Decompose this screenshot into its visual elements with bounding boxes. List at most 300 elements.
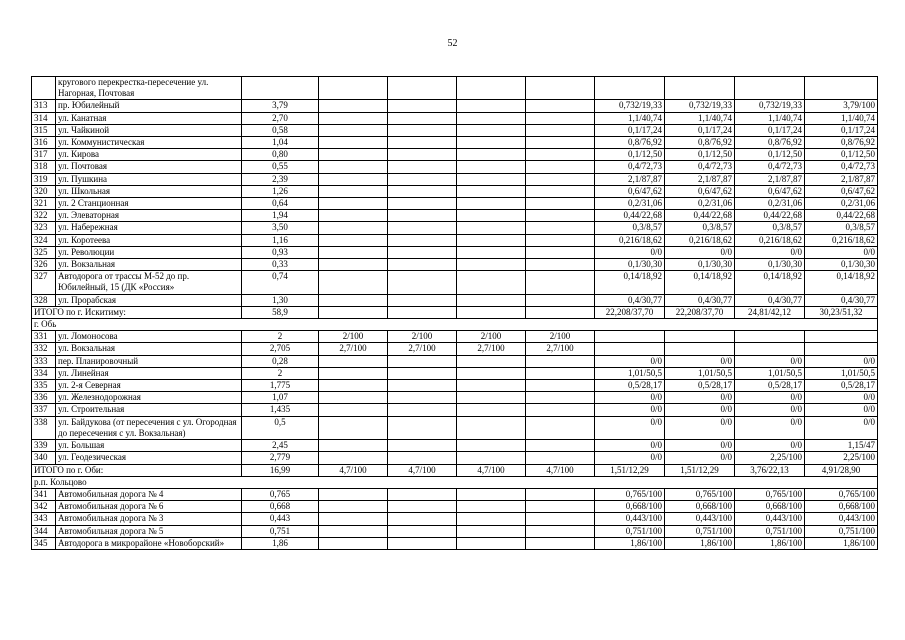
road-name-cell: ул. Железнодорожная <box>56 392 242 404</box>
value-cell <box>526 525 595 537</box>
value-cell: 0,443/100 <box>805 513 878 525</box>
value-cell <box>526 306 595 318</box>
value-cell: 0,1/30,30 <box>805 259 878 271</box>
row-number-cell: 334 <box>32 367 56 379</box>
length-cell: 0,80 <box>242 149 319 161</box>
value-cell <box>457 100 526 112</box>
section-label: г. Обь <box>32 319 878 331</box>
value-cell <box>457 149 526 161</box>
value-cell: 1,01/50,5 <box>595 367 665 379</box>
table-body <box>32 77 878 550</box>
row-number-cell: 315 <box>32 124 56 136</box>
value-cell <box>319 185 388 197</box>
value-cell: 4,7/100 <box>526 464 595 476</box>
value-cell: 0,443/100 <box>595 513 665 525</box>
value-cell: 1,86/100 <box>665 537 735 549</box>
road-name-cell: ул. Кирова <box>56 149 242 161</box>
value-cell <box>526 440 595 452</box>
table-row <box>32 259 878 271</box>
table-row <box>32 294 878 306</box>
value-cell: 0,1/12,50 <box>595 149 665 161</box>
length-cell: 1,07 <box>242 392 319 404</box>
value-cell: 1,15/47 <box>805 440 878 452</box>
length-cell: 0,55 <box>242 161 319 173</box>
value-cell: 0/0 <box>665 392 735 404</box>
length-cell: 1,435 <box>242 404 319 416</box>
value-cell: 2/100 <box>526 331 595 343</box>
length-cell: 0,28 <box>242 355 319 367</box>
value-cell: 0/0 <box>735 404 805 416</box>
value-cell: 0,765/100 <box>665 488 735 500</box>
value-cell: 0,443/100 <box>665 513 735 525</box>
road-name-cell: ул. Вокзальная <box>56 259 242 271</box>
value-cell <box>457 367 526 379</box>
length-cell: 0,751 <box>242 525 319 537</box>
value-cell: 0/0 <box>595 416 665 439</box>
value-cell <box>805 77 878 100</box>
value-cell <box>388 124 457 136</box>
value-cell: 0,4/72,73 <box>665 161 735 173</box>
value-cell <box>388 501 457 513</box>
road-name-cell: ул. Элеваторная <box>56 210 242 222</box>
value-cell <box>526 173 595 185</box>
value-cell: 4,7/100 <box>457 464 526 476</box>
value-cell <box>388 416 457 439</box>
value-cell <box>388 137 457 149</box>
row-number-cell: 325 <box>32 246 56 258</box>
length-cell: 58,9 <box>242 306 319 318</box>
value-cell <box>319 488 388 500</box>
value-cell: 0,6/47,62 <box>595 185 665 197</box>
value-cell <box>388 234 457 246</box>
table-row <box>32 100 878 112</box>
total-label: ИТОГО по г. Оби: <box>32 464 242 476</box>
value-cell: 0,3/8,57 <box>595 222 665 234</box>
length-cell <box>242 77 319 100</box>
value-cell: 0,668/100 <box>665 501 735 513</box>
value-cell: 1,86/100 <box>805 537 878 549</box>
row-number-cell: 318 <box>32 161 56 173</box>
road-name-cell: ул. Прорабская <box>56 294 242 306</box>
table-row <box>32 173 878 185</box>
value-cell <box>388 392 457 404</box>
road-name-cell: Автодорога от трассы М-52 до пр. Юбилейный, 15 (ДК «Россия» <box>56 271 242 294</box>
value-cell <box>319 222 388 234</box>
value-cell: 2,1/87,87 <box>805 173 878 185</box>
value-cell <box>526 416 595 439</box>
value-cell <box>457 77 526 100</box>
row-number-cell <box>32 77 56 100</box>
value-cell <box>457 124 526 136</box>
value-cell: 1,1/40,74 <box>595 112 665 124</box>
value-cell: 0,4/30,77 <box>805 294 878 306</box>
value-cell <box>319 452 388 464</box>
road-name-cell: ул. Школьная <box>56 185 242 197</box>
section-row <box>32 319 878 331</box>
value-cell: 0/0 <box>805 246 878 258</box>
value-cell: 0,732/19,33 <box>595 100 665 112</box>
value-cell <box>665 331 735 343</box>
length-cell: 1,94 <box>242 210 319 222</box>
value-cell <box>457 294 526 306</box>
length-cell: 1,26 <box>242 185 319 197</box>
road-name-cell: ул. Большая <box>56 440 242 452</box>
value-cell: 2,1/87,87 <box>665 173 735 185</box>
value-cell <box>805 331 878 343</box>
value-cell: 0,732/19,33 <box>665 100 735 112</box>
value-cell <box>457 210 526 222</box>
value-cell <box>457 355 526 367</box>
table-row <box>32 149 878 161</box>
length-cell: 2,779 <box>242 452 319 464</box>
value-cell: 0,751/100 <box>595 525 665 537</box>
value-cell <box>526 355 595 367</box>
value-cell <box>457 488 526 500</box>
value-cell <box>457 161 526 173</box>
value-cell <box>319 161 388 173</box>
section-row <box>32 476 878 488</box>
value-cell: 1,01/50,5 <box>805 367 878 379</box>
value-cell: 1,1/40,74 <box>735 112 805 124</box>
value-cell: 4,7/100 <box>388 464 457 476</box>
table-row <box>32 112 878 124</box>
value-cell: 1,86/100 <box>735 537 805 549</box>
page-number: 52 <box>447 38 458 49</box>
value-cell <box>319 501 388 513</box>
value-cell: 0,216/18,62 <box>735 234 805 246</box>
value-cell <box>526 149 595 161</box>
value-cell: 0,1/12,50 <box>735 149 805 161</box>
value-cell: 0,14/18,92 <box>595 271 665 294</box>
value-cell: 3,79/100 <box>805 100 878 112</box>
table-row <box>32 234 878 246</box>
value-cell: 2,25/100 <box>735 452 805 464</box>
value-cell: 0,443/100 <box>735 513 805 525</box>
total-row <box>32 306 878 318</box>
value-cell <box>388 100 457 112</box>
value-cell: 0,44/22,68 <box>805 210 878 222</box>
value-cell: 0/0 <box>735 416 805 439</box>
value-cell: 3,76/22,13 <box>735 464 805 476</box>
road-name-cell: ул. 2 Станционная <box>56 198 242 210</box>
table-row <box>32 513 878 525</box>
road-name-cell: ул. Революции <box>56 246 242 258</box>
value-cell <box>526 246 595 258</box>
value-cell: 0/0 <box>735 392 805 404</box>
value-cell <box>526 392 595 404</box>
value-cell <box>457 185 526 197</box>
value-cell <box>526 161 595 173</box>
row-number-cell: 332 <box>32 343 56 355</box>
value-cell <box>319 355 388 367</box>
value-cell <box>319 440 388 452</box>
road-name-cell: Автомобильная дорога № 4 <box>56 488 242 500</box>
length-cell: 0,5 <box>242 416 319 439</box>
value-cell: 0,1/12,50 <box>805 149 878 161</box>
value-cell: 0,3/8,57 <box>735 222 805 234</box>
value-cell <box>388 173 457 185</box>
length-cell: 2 <box>242 331 319 343</box>
value-cell <box>319 210 388 222</box>
value-cell <box>457 452 526 464</box>
value-cell <box>319 537 388 549</box>
value-cell <box>457 513 526 525</box>
value-cell: 0,5/28,17 <box>805 380 878 392</box>
roads-table <box>31 76 878 550</box>
road-name-cell: Автомобильная дорога № 5 <box>56 525 242 537</box>
value-cell: 0,1/12,50 <box>665 149 735 161</box>
value-cell <box>388 525 457 537</box>
value-cell: 0/0 <box>665 452 735 464</box>
value-cell <box>388 488 457 500</box>
row-number-cell: 338 <box>32 416 56 439</box>
row-number-cell: 339 <box>32 440 56 452</box>
table-row <box>32 452 878 464</box>
value-cell: 0,732/19,33 <box>735 100 805 112</box>
length-cell: 0,74 <box>242 271 319 294</box>
road-name-cell: ул. 2-я Северная <box>56 380 242 392</box>
value-cell: 0,2/31,06 <box>805 198 878 210</box>
row-number-cell: 337 <box>32 404 56 416</box>
length-cell: 16,99 <box>242 464 319 476</box>
length-cell: 1,04 <box>242 137 319 149</box>
value-cell: 0,765/100 <box>805 488 878 500</box>
length-cell: 2,70 <box>242 112 319 124</box>
row-number-cell: 331 <box>32 331 56 343</box>
value-cell <box>457 404 526 416</box>
value-cell: 0/0 <box>805 404 878 416</box>
value-cell: 2,7/100 <box>526 343 595 355</box>
road-name-cell: ул. Байдукова (от пересечения с ул. Огородная до пересечения с ул. Вокзальная) <box>56 416 242 439</box>
value-cell <box>388 306 457 318</box>
value-cell <box>319 416 388 439</box>
length-cell: 3,50 <box>242 222 319 234</box>
length-cell: 1,86 <box>242 537 319 549</box>
road-name-cell: ул. Пушкина <box>56 173 242 185</box>
value-cell: 24,81/42,12 <box>735 306 805 318</box>
value-cell <box>526 234 595 246</box>
value-cell: 0,216/18,62 <box>805 234 878 246</box>
value-cell: 0/0 <box>595 440 665 452</box>
table-row <box>32 222 878 234</box>
value-cell: 4,7/100 <box>319 464 388 476</box>
value-cell <box>319 149 388 161</box>
row-number-cell: 324 <box>32 234 56 246</box>
value-cell: 0/0 <box>595 392 665 404</box>
value-cell <box>388 246 457 258</box>
value-cell <box>526 137 595 149</box>
value-cell <box>526 185 595 197</box>
value-cell <box>388 380 457 392</box>
value-cell <box>319 259 388 271</box>
value-cell <box>457 222 526 234</box>
value-cell <box>319 173 388 185</box>
value-cell: 0,1/30,30 <box>665 259 735 271</box>
table-row <box>32 343 878 355</box>
row-number-cell: 343 <box>32 513 56 525</box>
value-cell: 0,216/18,62 <box>665 234 735 246</box>
value-cell: 0/0 <box>735 440 805 452</box>
length-cell: 0,668 <box>242 501 319 513</box>
value-cell: 2/100 <box>388 331 457 343</box>
row-number-cell: 328 <box>32 294 56 306</box>
value-cell <box>388 149 457 161</box>
value-cell <box>388 513 457 525</box>
value-cell <box>526 124 595 136</box>
value-cell: 0/0 <box>805 416 878 439</box>
value-cell <box>319 294 388 306</box>
table-row <box>32 355 878 367</box>
value-cell <box>526 452 595 464</box>
value-cell: 0,14/18,92 <box>735 271 805 294</box>
value-cell <box>595 77 665 100</box>
value-cell <box>388 198 457 210</box>
road-name-cell: пр. Юбилейный <box>56 100 242 112</box>
value-cell: 0,8/76,92 <box>735 137 805 149</box>
value-cell: 0/0 <box>735 355 805 367</box>
value-cell <box>388 404 457 416</box>
row-number-cell: 322 <box>32 210 56 222</box>
value-cell: 0/0 <box>665 355 735 367</box>
value-cell: 0,668/100 <box>735 501 805 513</box>
value-cell: 2,7/100 <box>457 343 526 355</box>
table-row <box>32 367 878 379</box>
row-number-cell: 320 <box>32 185 56 197</box>
length-cell: 2,45 <box>242 440 319 452</box>
value-cell <box>319 271 388 294</box>
value-cell <box>388 112 457 124</box>
value-cell: 0/0 <box>735 246 805 258</box>
value-cell: 0,4/72,73 <box>595 161 665 173</box>
value-cell <box>388 440 457 452</box>
road-name-cell: ул. Строительная <box>56 404 242 416</box>
table-row <box>32 488 878 500</box>
value-cell: 0,4/30,77 <box>595 294 665 306</box>
value-cell: 0,1/17,24 <box>665 124 735 136</box>
value-cell: 0,44/22,68 <box>665 210 735 222</box>
value-cell: 2,7/100 <box>388 343 457 355</box>
value-cell <box>526 77 595 100</box>
value-cell: 0/0 <box>595 452 665 464</box>
value-cell <box>457 525 526 537</box>
value-cell: 0,1/17,24 <box>805 124 878 136</box>
value-cell: 2,25/100 <box>805 452 878 464</box>
value-cell <box>319 100 388 112</box>
value-cell: 0,6/47,62 <box>665 185 735 197</box>
value-cell <box>388 185 457 197</box>
value-cell <box>319 525 388 537</box>
value-cell: 2/100 <box>319 331 388 343</box>
value-cell <box>595 331 665 343</box>
value-cell <box>457 271 526 294</box>
road-name-cell: ул. Чайкиной <box>56 124 242 136</box>
row-number-cell: 342 <box>32 501 56 513</box>
row-number-cell: 333 <box>32 355 56 367</box>
length-cell: 1,30 <box>242 294 319 306</box>
value-cell: 0,3/8,57 <box>805 222 878 234</box>
value-cell: 0,4/72,73 <box>735 161 805 173</box>
table-row <box>32 77 878 100</box>
road-name-cell: Автомобильная дорога № 6 <box>56 501 242 513</box>
road-name-cell: ул. Линейная <box>56 367 242 379</box>
row-number-cell: 344 <box>32 525 56 537</box>
value-cell: 2,7/100 <box>319 343 388 355</box>
road-name-cell: ул. Набережная <box>56 222 242 234</box>
value-cell <box>735 331 805 343</box>
value-cell: 1,1/40,74 <box>805 112 878 124</box>
row-number-cell: 321 <box>32 198 56 210</box>
value-cell <box>388 210 457 222</box>
length-cell: 0,33 <box>242 259 319 271</box>
value-cell <box>457 246 526 258</box>
value-cell: 0/0 <box>805 355 878 367</box>
value-cell <box>526 513 595 525</box>
section-label: р.п. Кольцово <box>32 476 878 488</box>
value-cell <box>388 537 457 549</box>
value-cell <box>319 234 388 246</box>
value-cell <box>388 77 457 100</box>
row-number-cell: 313 <box>32 100 56 112</box>
value-cell <box>457 501 526 513</box>
value-cell: 0,1/30,30 <box>595 259 665 271</box>
value-cell: 0,765/100 <box>595 488 665 500</box>
value-cell <box>388 452 457 464</box>
value-cell <box>388 259 457 271</box>
value-cell: 1,1/40,74 <box>665 112 735 124</box>
value-cell <box>319 124 388 136</box>
value-cell <box>319 112 388 124</box>
value-cell: 0/0 <box>665 404 735 416</box>
row-number-cell: 340 <box>32 452 56 464</box>
row-number-cell: 317 <box>32 149 56 161</box>
value-cell <box>526 537 595 549</box>
length-cell: 1,16 <box>242 234 319 246</box>
total-label: ИТОГО по г. Искитиму: <box>32 306 242 318</box>
row-number-cell: 314 <box>32 112 56 124</box>
value-cell: 22,208/37,70 <box>595 306 665 318</box>
value-cell <box>805 343 878 355</box>
table-row <box>32 440 878 452</box>
length-cell: 2,39 <box>242 173 319 185</box>
table-row <box>32 246 878 258</box>
value-cell: 1,86/100 <box>595 537 665 549</box>
value-cell <box>319 513 388 525</box>
row-number-cell: 345 <box>32 537 56 549</box>
value-cell: 2,1/87,87 <box>735 173 805 185</box>
value-cell <box>388 161 457 173</box>
value-cell: 0,14/18,92 <box>805 271 878 294</box>
value-cell <box>457 259 526 271</box>
value-cell: 1,51/12,29 <box>595 464 665 476</box>
table-row <box>32 537 878 549</box>
value-cell <box>526 271 595 294</box>
value-cell <box>526 488 595 500</box>
value-cell <box>388 294 457 306</box>
value-cell <box>526 222 595 234</box>
value-cell: 0,44/22,68 <box>595 210 665 222</box>
value-cell <box>319 198 388 210</box>
value-cell <box>457 306 526 318</box>
row-number-cell: 319 <box>32 173 56 185</box>
value-cell: 0,14/18,92 <box>665 271 735 294</box>
length-cell: 0,58 <box>242 124 319 136</box>
total-row <box>32 464 878 476</box>
value-cell <box>457 537 526 549</box>
length-cell: 2,705 <box>242 343 319 355</box>
value-cell <box>457 380 526 392</box>
value-cell: 0,5/28,17 <box>735 380 805 392</box>
value-cell <box>319 392 388 404</box>
